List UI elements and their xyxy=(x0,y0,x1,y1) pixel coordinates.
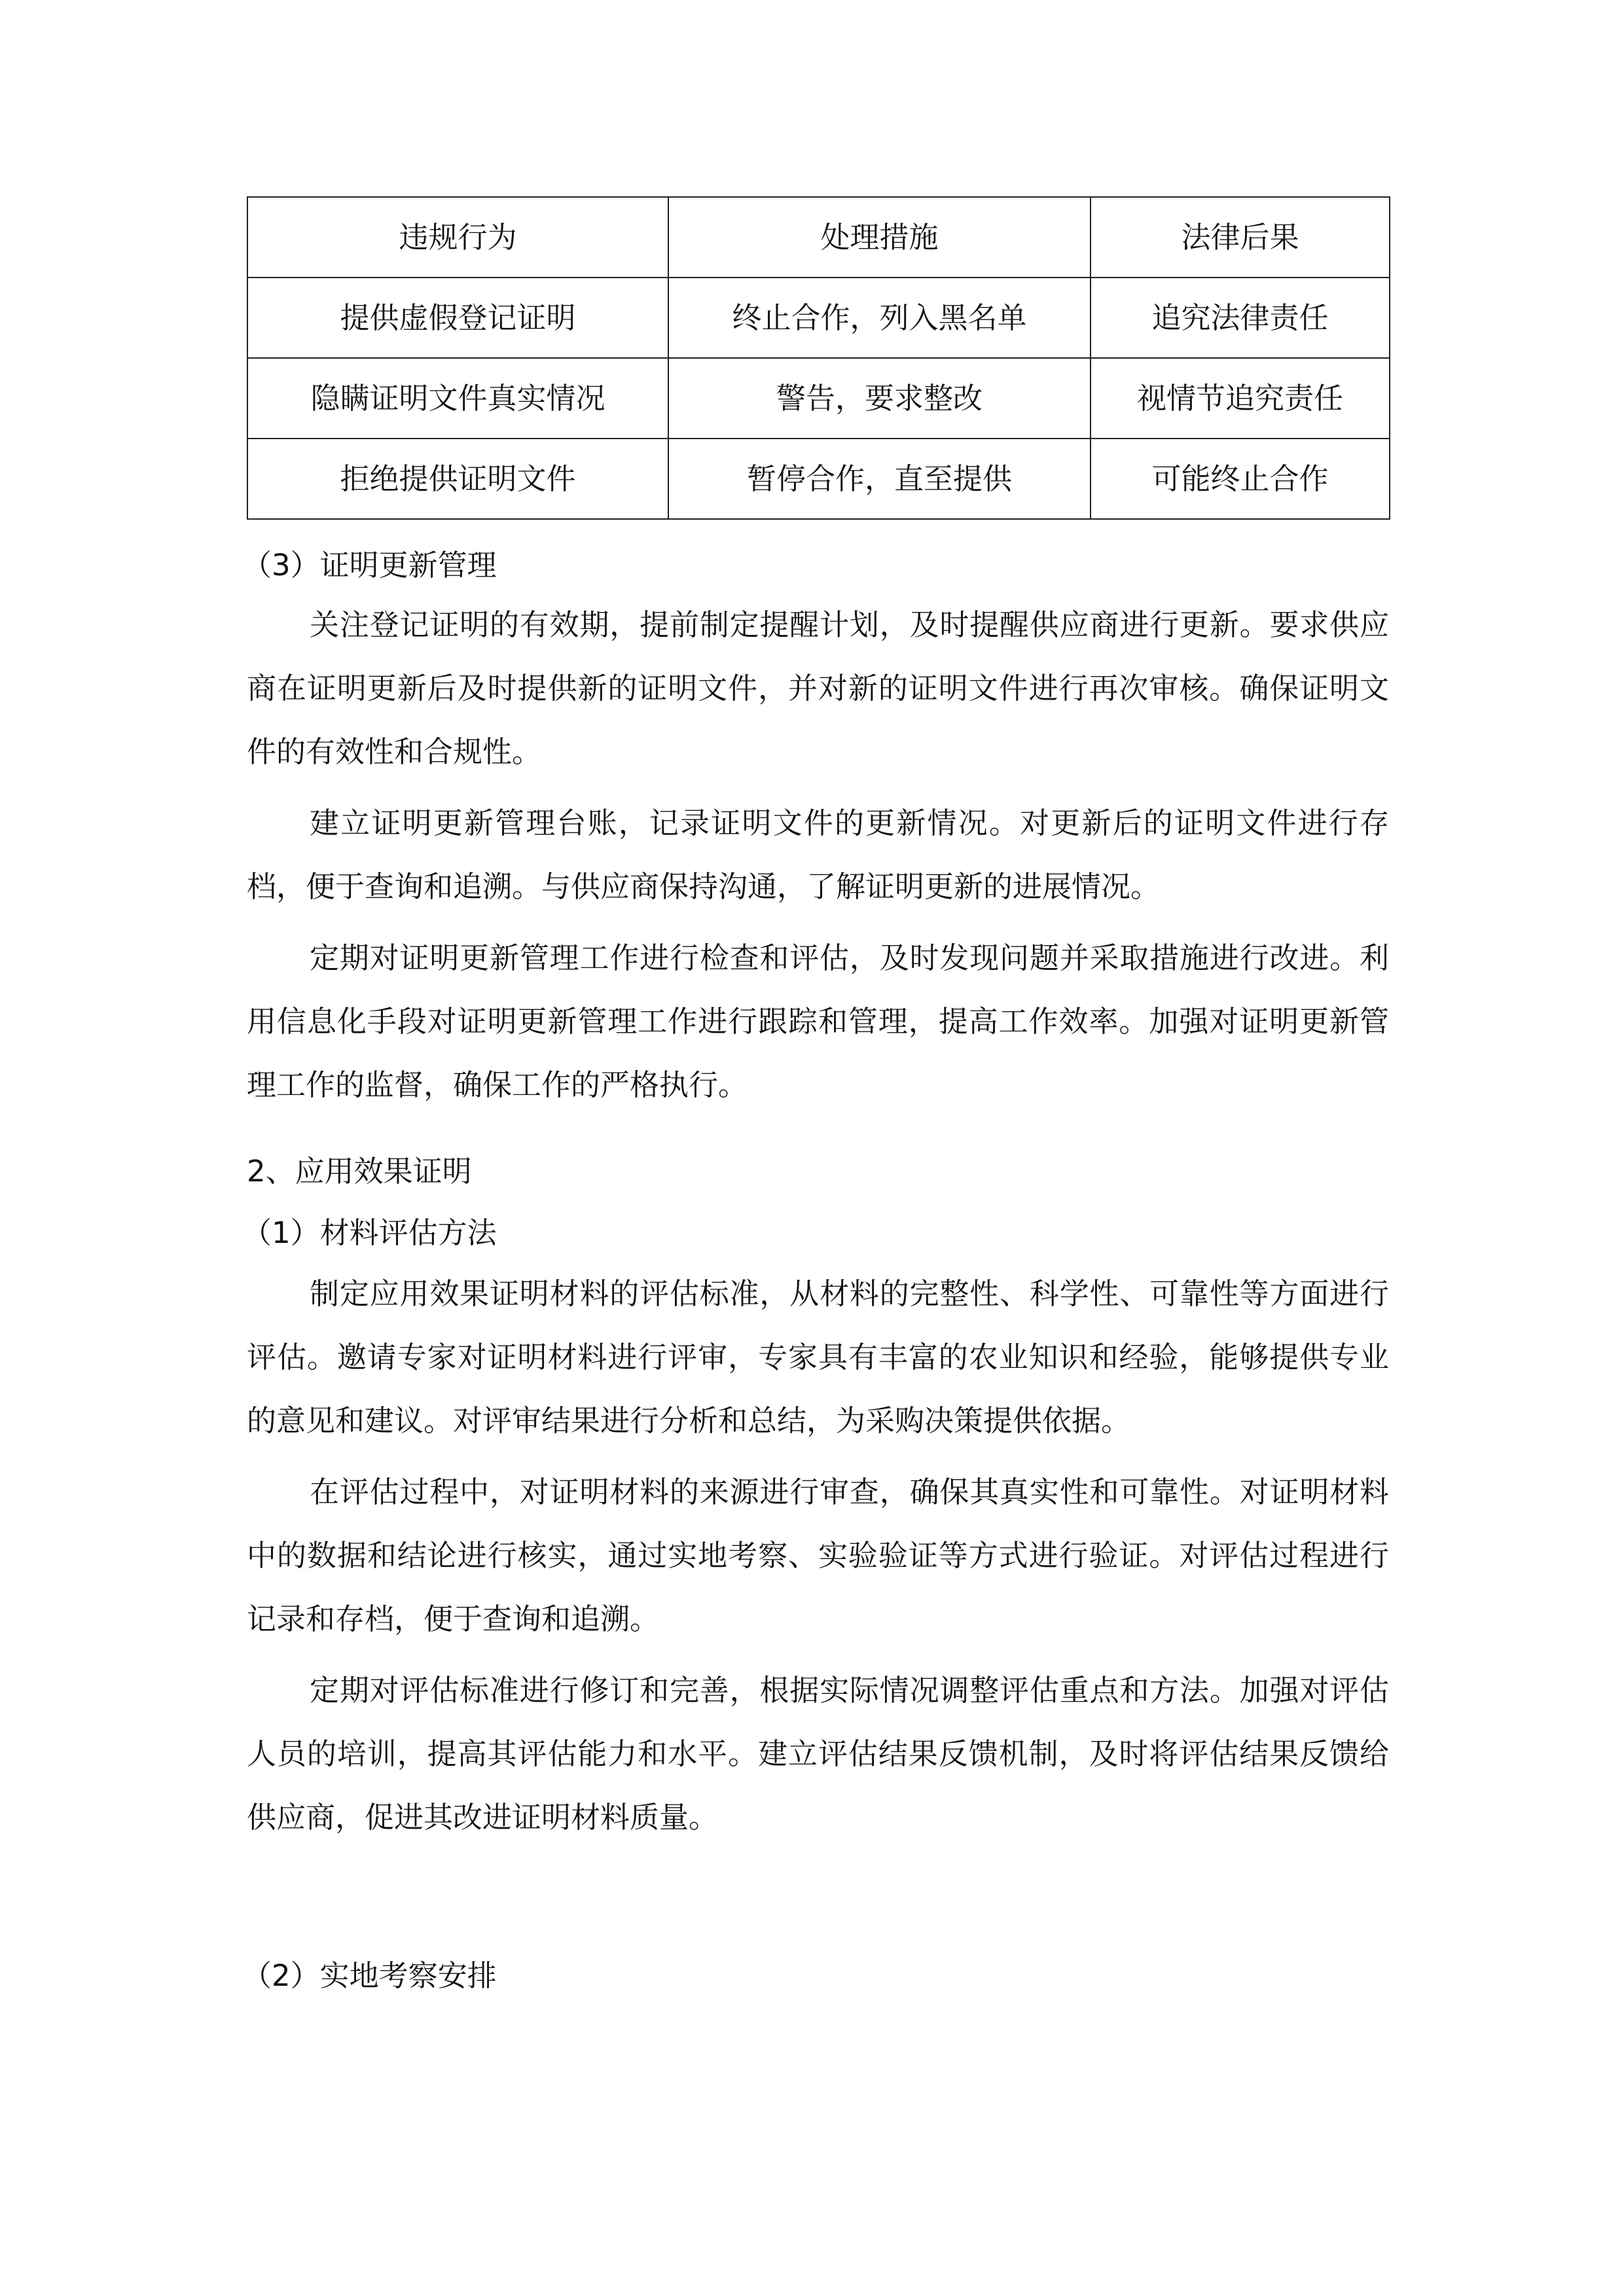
paragraph: 定期对证明更新管理工作进行检查和评估，及时发现问题并采取措施进行改进。利用信息化手段对证明更新管理工作进行跟踪和管理，提高工作效率。加强对证明更新管理工作的监督，确保工作的严格执行。 xyxy=(247,941,1389,1102)
paragraph: 关注登记证明的有效期，提前制定提醒计划，及时提醒供应商进行更新。要求供应商在证明更新后及时提供新的证明文件，并对新的证明文件进行再次审核。确保证明文件的有效性和合规性。 xyxy=(247,607,1389,769)
paragraph: 定期对评估标准进行修订和完善，根据实际情况调整评估重点和方法。加强对评估人员的培训，提高其评估能力和水平。建立评估结果反馈机制，及时将评估结果反馈给供应商，促进其改进证明材料质量。 xyxy=(247,1673,1389,1835)
table-cell: 视情节追究责任 xyxy=(1091,358,1390,439)
violation-table xyxy=(247,196,1390,520)
subsection-heading: （2）实地考察安排 xyxy=(242,1958,497,1993)
table-cell: 警告，要求整改 xyxy=(668,358,1091,439)
table-header-cell: 处理措施 xyxy=(668,197,1091,278)
table-row xyxy=(247,439,1390,519)
table-cell: 提供虚假登记证明 xyxy=(247,278,668,358)
section-heading: 2、应用效果证明 xyxy=(247,1154,472,1189)
paragraph: 制定应用效果证明材料的评估标准，从材料的完整性、科学性、可靠性等方面进行评估。邀请专家对证明材料进行评审，专家具有丰富的农业知识和经验，能够提供专业的意见和建议。对评审结果进行分析和总结，为采购决策提供依据。 xyxy=(247,1276,1389,1438)
paragraph: 在评估过程中，对证明材料的来源进行审查，确保其真实性和可靠性。对证明材料中的数据和结论进行核实，通过实地考察、实验验证等方式进行验证。对评估过程进行记录和存档，便于查询和追溯。 xyxy=(247,1475,1389,1636)
subsection-heading: （1）材料评估方法 xyxy=(242,1215,497,1250)
paragraph: 建立证明更新管理台账，记录证明文件的更新情况。对更新后的证明文件进行存档，便于查询和追溯。与供应商保持沟通，了解证明更新的进展情况。 xyxy=(247,806,1389,904)
table-cell: 隐瞒证明文件真实情况 xyxy=(247,358,668,439)
table-header-cell: 法律后果 xyxy=(1091,197,1390,278)
section-body xyxy=(247,593,1389,1117)
section-heading: （3）证明更新管理 xyxy=(242,548,497,583)
table-row xyxy=(247,358,1390,439)
table-cell: 暂停合作，直至提供 xyxy=(668,439,1091,519)
table-cell: 拒绝提供证明文件 xyxy=(247,439,668,519)
subsection-body xyxy=(247,1262,1389,1849)
table-cell: 可能终止合作 xyxy=(1091,439,1390,519)
table-row xyxy=(247,278,1390,358)
table-header-row xyxy=(247,197,1390,278)
table-header-cell: 违规行为 xyxy=(247,197,668,278)
table-cell: 终止合作，列入黑名单 xyxy=(668,278,1091,358)
table-cell: 追究法律责任 xyxy=(1091,278,1390,358)
